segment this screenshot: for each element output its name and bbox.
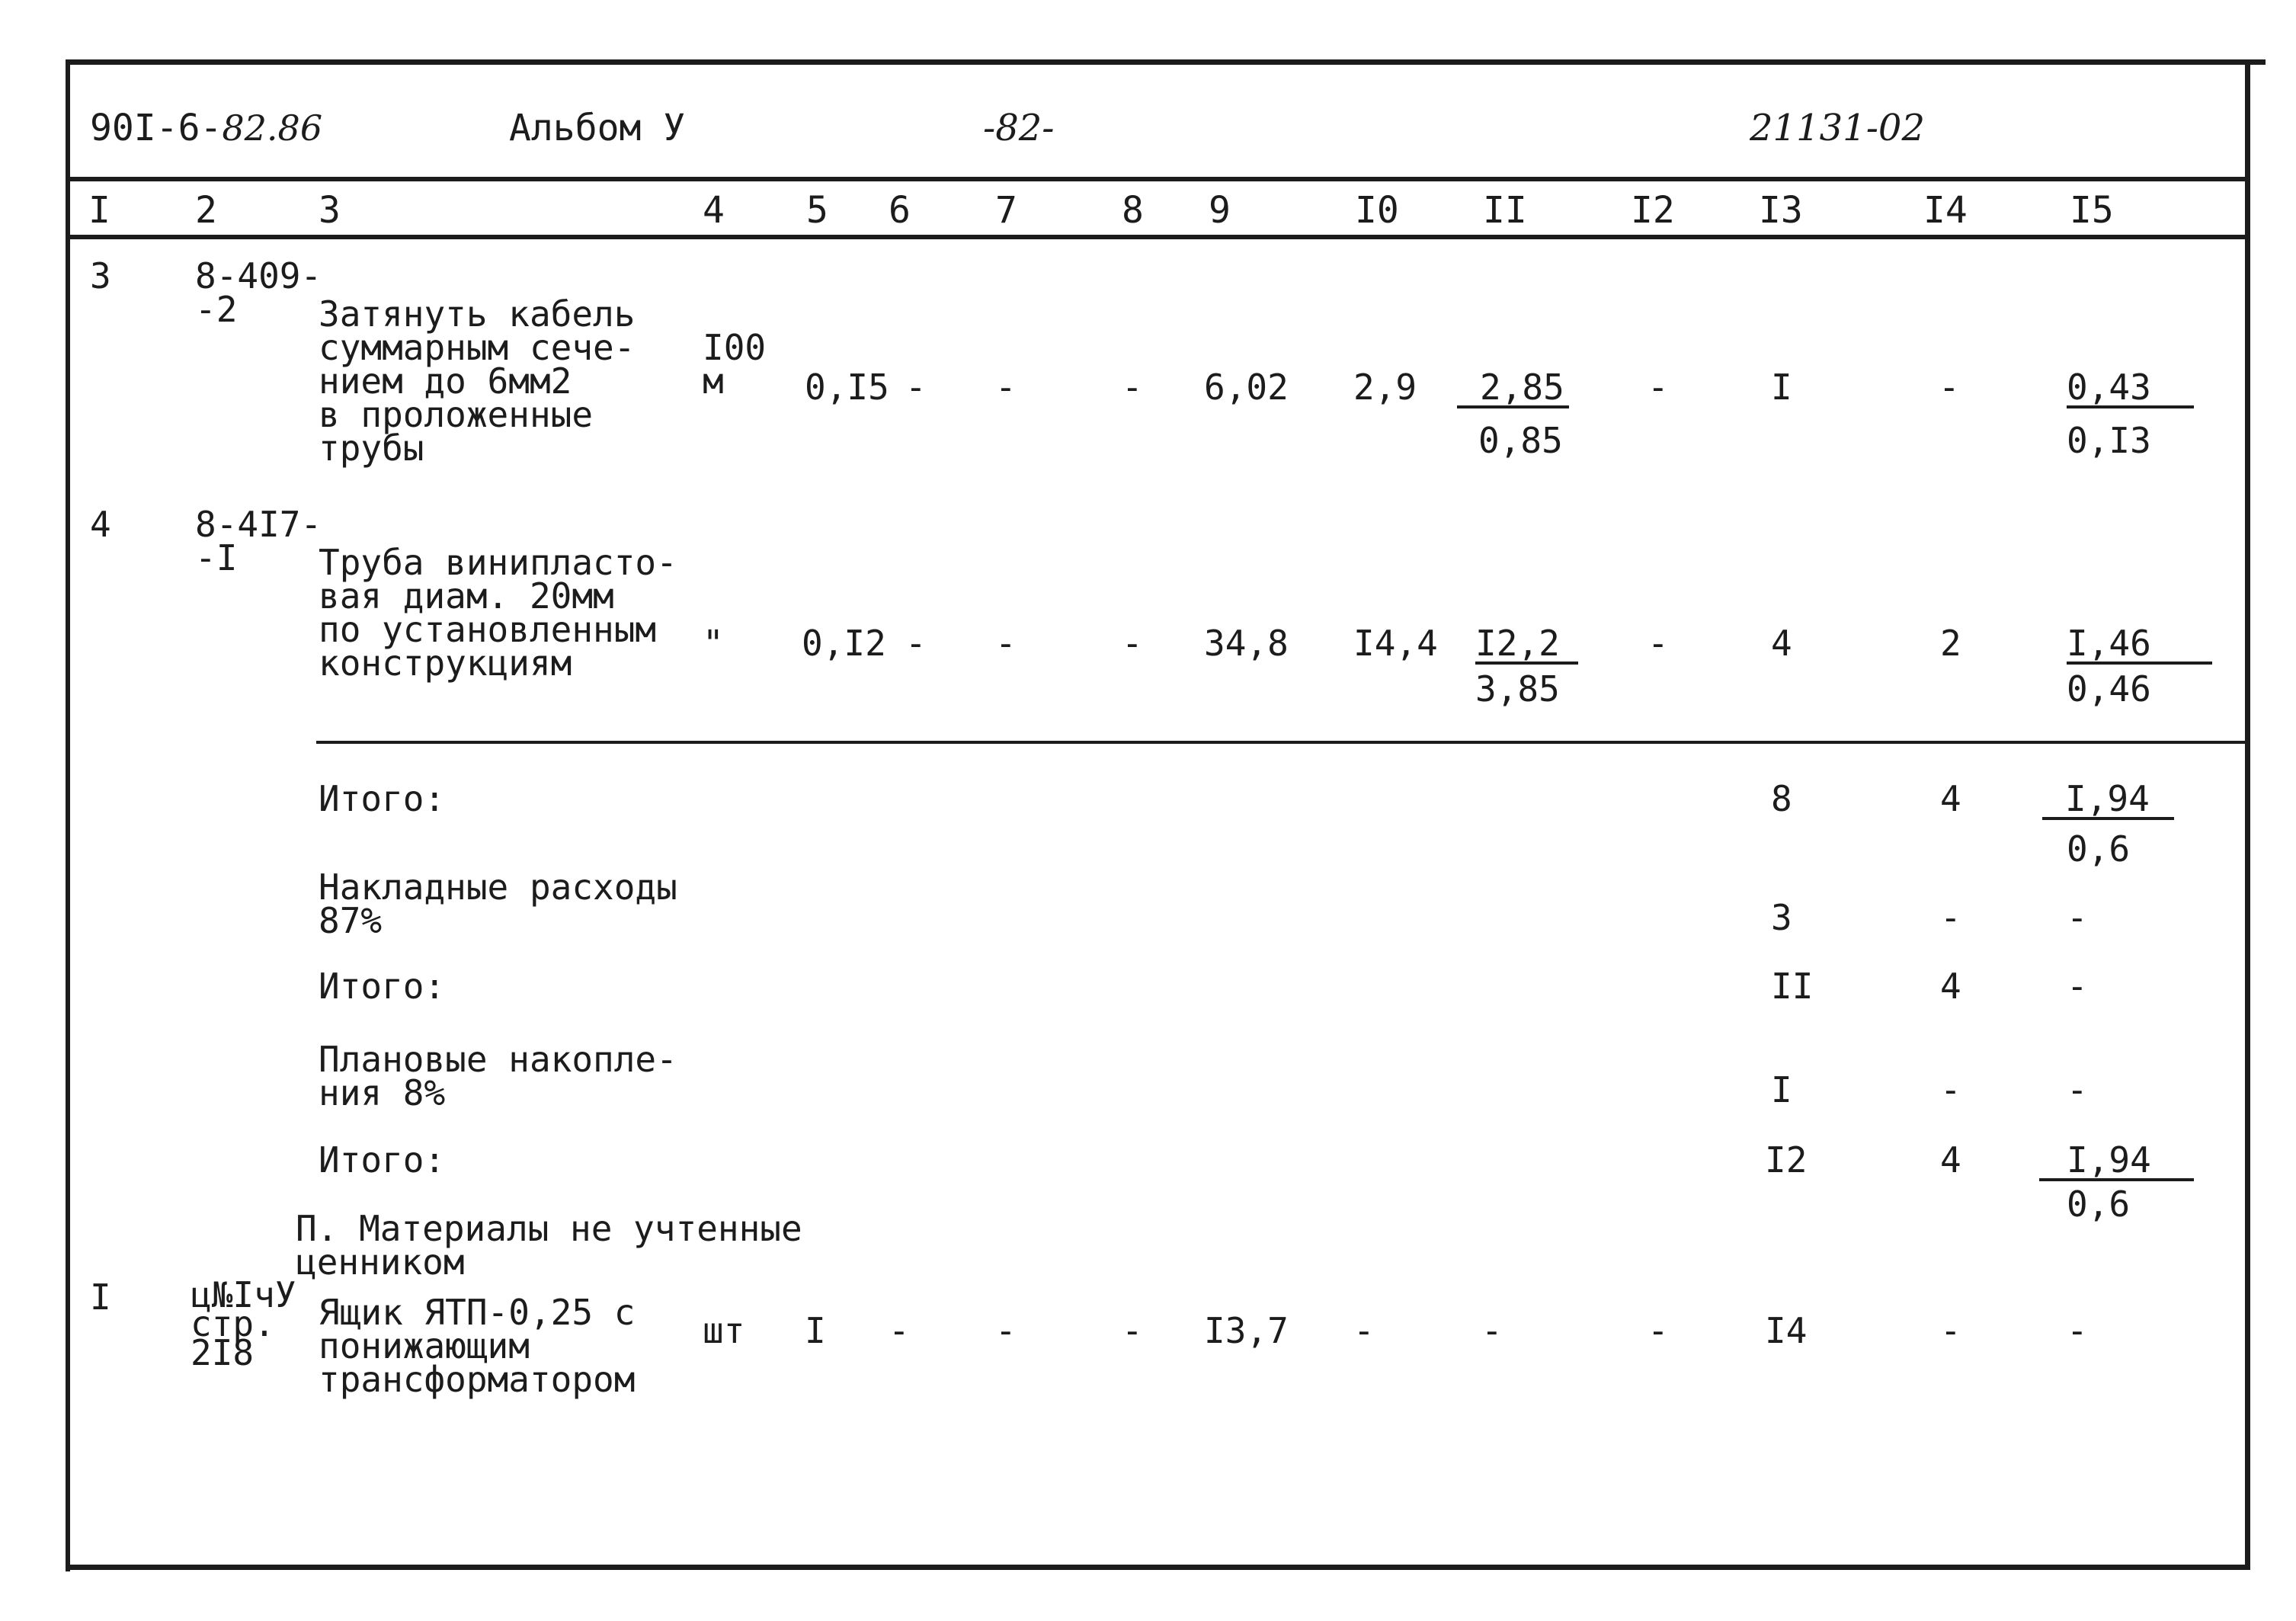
col-14-value: 2 <box>1940 623 1961 664</box>
column-header: I <box>88 189 110 232</box>
frame-top <box>67 59 2266 65</box>
column-header: 7 <box>995 189 1017 232</box>
col-14-value: 4 <box>1940 1139 1961 1181</box>
col-11-bottom: 3,85 <box>1475 668 1560 710</box>
unit: шт <box>703 1310 745 1351</box>
col-14-value: - <box>1940 897 1961 938</box>
col-14-value: - <box>1940 1310 1961 1351</box>
col-15-top: I,94 <box>2039 1143 2194 1181</box>
row-number: I <box>90 1277 111 1318</box>
page-number: -82- <box>983 107 1055 149</box>
header-rule-2 <box>70 235 2245 239</box>
col-9-value: 34,8 <box>1204 623 1289 664</box>
col-8-value: - <box>1122 1310 1143 1351</box>
total-label: Итого: <box>319 1139 446 1181</box>
col-7-value: - <box>995 367 1017 408</box>
section-title: П. Материалы не учтенные ценником <box>296 1208 802 1283</box>
column-header: I4 <box>1923 189 1968 232</box>
col-15-value: - <box>2067 1310 2088 1351</box>
column-header: I3 <box>1759 189 1803 232</box>
column-header: 5 <box>806 189 828 232</box>
col-15-bottom: 0,46 <box>2067 668 2151 710</box>
quantity: 0,I2 <box>802 623 886 664</box>
col-9-value: 6,02 <box>1204 367 1289 408</box>
col-9-value: I3,7 <box>1204 1310 1289 1351</box>
total-label: Итого: <box>319 966 446 1007</box>
col-15-value: - <box>2067 966 2088 1007</box>
col-10-value: I4,4 <box>1353 623 1438 664</box>
col-6-value: - <box>889 1310 910 1351</box>
frame-left <box>66 59 70 1571</box>
column-header: 8 <box>1122 189 1144 232</box>
col-7-value: - <box>995 1310 1017 1351</box>
sheet-code: 21131-02 <box>1750 107 1925 149</box>
row-number: 4 <box>90 504 111 545</box>
col-13-value: 8 <box>1771 778 1792 819</box>
col-15-top: 0,43 <box>2067 370 2194 408</box>
column-header: 6 <box>889 189 911 232</box>
col-12-value: - <box>1648 367 1669 408</box>
doc-prefix: 90I-6- <box>90 107 223 149</box>
column-header: I5 <box>2070 189 2114 232</box>
item-description: Ящик ЯТП-0,25 с понижающим трансформатором <box>319 1292 636 1400</box>
norm-code: 8-409- -2 <box>195 255 322 330</box>
col-14-value: - <box>1940 1069 1961 1110</box>
column-header: 4 <box>703 189 725 232</box>
column-header: I2 <box>1631 189 1675 232</box>
col-13-value: I2 <box>1765 1139 1808 1181</box>
col-13-value: I4 <box>1765 1310 1808 1351</box>
col-14-value: 4 <box>1940 778 1961 819</box>
col-15-bottom: 0,6 <box>2067 1184 2131 1225</box>
overhead-label: Накладные расходы 87% <box>319 867 677 941</box>
col-13-value: I <box>1771 1069 1792 1110</box>
col-10-value: 2,9 <box>1353 367 1417 408</box>
col-15-bottom: 0,I3 <box>2067 420 2151 461</box>
col-15-value: - <box>2067 897 2088 938</box>
col-6-value: - <box>905 623 927 664</box>
norm-code: 8-4I7- -I <box>195 504 322 578</box>
col-13-value: II <box>1771 966 1814 1007</box>
col-14-value: - <box>1939 367 1960 408</box>
col-10-value: - <box>1353 1310 1375 1351</box>
col-7-value: - <box>995 623 1017 664</box>
col-13-value: 3 <box>1771 897 1792 938</box>
col-12-value: - <box>1648 623 1669 664</box>
row-number: 3 <box>90 255 111 296</box>
doc-number <box>90 107 322 149</box>
total-label: Итого: <box>319 778 446 819</box>
col-11-top: 2,85 <box>1457 370 1569 408</box>
frame-right <box>2245 59 2250 1567</box>
col-15-value: - <box>2067 1069 2088 1110</box>
column-header: I0 <box>1355 189 1399 232</box>
col-11-value: - <box>1481 1310 1503 1351</box>
quantity: I <box>805 1310 826 1351</box>
column-header: 2 <box>195 189 217 232</box>
col-15-top: I,46 <box>2067 626 2212 665</box>
col-13-value: 4 <box>1771 623 1792 664</box>
col-15-bottom: 0,6 <box>2067 828 2131 870</box>
col-8-value: - <box>1122 623 1143 664</box>
column-header: II <box>1483 189 1527 232</box>
album-label: Альбом У <box>509 107 686 149</box>
frame-bottom <box>66 1565 2250 1570</box>
col-13-value: I <box>1771 367 1792 408</box>
work-description: Затянуть кабель суммарным сече- нием до 6мм2 в проложенные трубы <box>319 293 636 469</box>
doc-suffix: 82.86 <box>222 107 323 149</box>
col-11-top: I2,2 <box>1475 626 1578 665</box>
col-8-value: - <box>1122 367 1143 408</box>
column-header: 3 <box>319 189 341 232</box>
column-header: 9 <box>1209 189 1231 232</box>
subtotal-rule <box>316 741 2245 744</box>
col-14-value: 4 <box>1940 966 1961 1007</box>
col-11-bottom: 0,85 <box>1478 420 1563 461</box>
col-6-value: - <box>905 367 927 408</box>
planned-savings-label: Плановые накопле- ния 8% <box>319 1039 677 1113</box>
col-12-value: - <box>1648 1310 1669 1351</box>
header-rule-1 <box>70 177 2245 181</box>
work-description: Труба винипласто- вая диам. 20мм по установленным конструкциям <box>319 542 677 684</box>
unit: I00 м <box>703 327 767 402</box>
col-15-top: I,94 <box>2042 782 2174 820</box>
unit: " <box>703 623 724 664</box>
price-reference: ц№IчУ стр. 2I8 <box>191 1274 296 1373</box>
quantity: 0,I5 <box>805 367 889 408</box>
